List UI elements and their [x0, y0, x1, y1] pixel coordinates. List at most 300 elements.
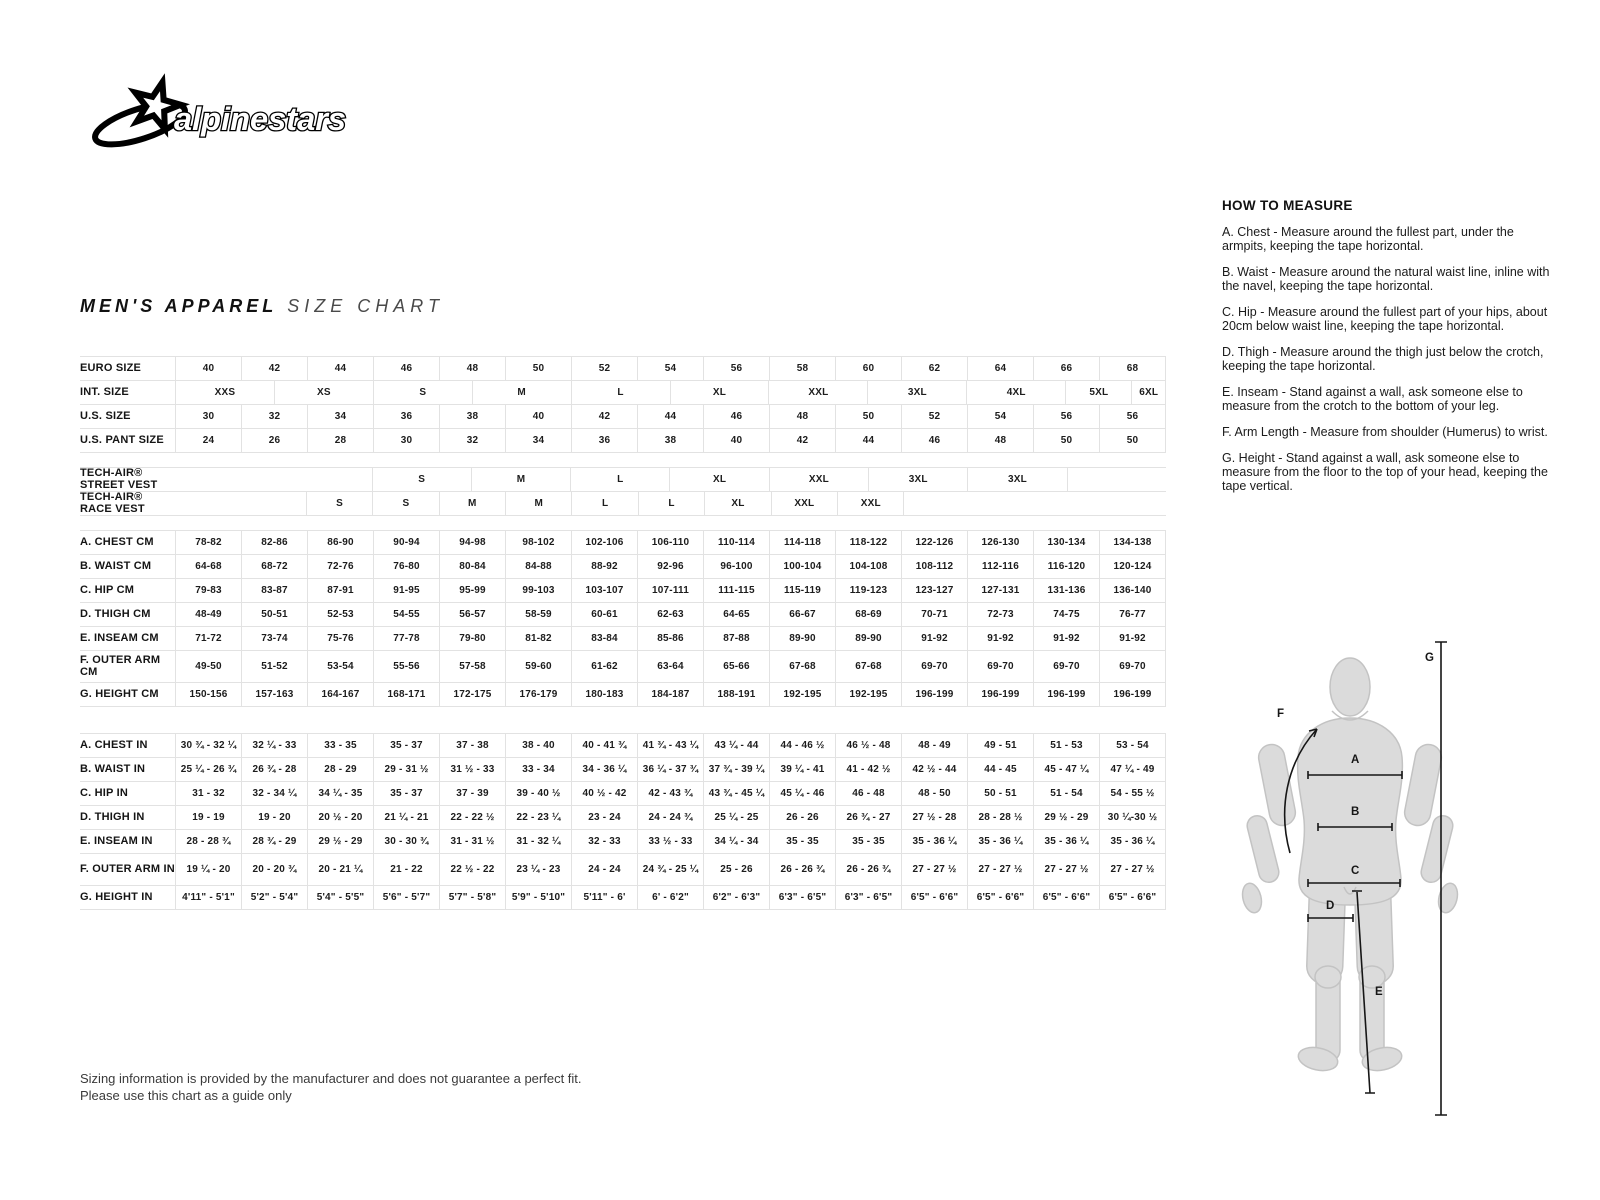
table-cell: 66-67: [770, 603, 836, 626]
table-cell: 184-187: [638, 683, 704, 706]
table-cell: 62-63: [638, 603, 704, 626]
table-cell: 46: [374, 357, 440, 380]
table-cell: 68: [1100, 357, 1166, 380]
table-cell: 30 ¾ - 32 ¼: [175, 734, 242, 757]
table-cell: 60-61: [572, 603, 638, 626]
table-cell: 81-82: [506, 627, 572, 650]
table-cell: 44 - 46 ½: [770, 734, 836, 757]
table-cell: 74-75: [1034, 603, 1100, 626]
table-cell: 41 ¾ - 43 ¼: [638, 734, 704, 757]
footer-disclaimer: [80, 1070, 582, 1104]
table-cell: 58: [770, 357, 836, 380]
measure-instruction-arm: F. Arm Length - Measure from shoulder (Humerus) to wrist.: [1222, 425, 1548, 439]
table-cell: 114-118: [770, 531, 836, 554]
measure-instruction-chest: A. Chest - Measure around the fullest part, under the armpits, keeping the tape horizontal.: [1222, 225, 1514, 253]
table-row: [80, 758, 1166, 782]
table-cell: 53 - 54: [1100, 734, 1166, 757]
table-row: [80, 468, 1166, 492]
table-cell: 68-69: [836, 603, 902, 626]
row-cells: [175, 357, 1166, 380]
table-cell: 48 - 49: [902, 734, 968, 757]
table-cell: 46: [902, 429, 968, 452]
label-waist: B: [1351, 806, 1360, 818]
table-cell: 196-199: [1034, 683, 1100, 706]
table-cell: 37 ¾ - 39 ¼: [704, 758, 770, 781]
table-cell: 150-156: [175, 683, 242, 706]
label-inseam: E: [1375, 986, 1383, 998]
table-cell: 64-65: [704, 603, 770, 626]
table-cell: 5'6" - 5'7": [374, 886, 440, 909]
table-cell: 3XL: [968, 468, 1067, 491]
table-cell: 53-54: [308, 651, 374, 682]
table-cell: 50 - 51: [968, 782, 1034, 805]
table-cell: 25 ¼ - 25: [704, 806, 770, 829]
table-cell: XXL: [772, 492, 838, 515]
table-cell: 72-73: [968, 603, 1034, 626]
table-cell: S: [372, 468, 472, 491]
table-cell: 30: [175, 405, 242, 428]
table-cell: 4XL: [967, 381, 1066, 404]
table-cell: 67-68: [770, 651, 836, 682]
table-cell: 34: [308, 405, 374, 428]
table-cell: 69-70: [902, 651, 968, 682]
table-cell: 35 - 36 ¼: [1034, 830, 1100, 853]
table-cell: 28 ¾ - 29: [242, 830, 308, 853]
table-cell: 46 - 48: [836, 782, 902, 805]
table-cell: 83-84: [572, 627, 638, 650]
table-cell: 33 - 34: [506, 758, 572, 781]
row-cells: [175, 734, 1166, 757]
table-cell: 42 ½ - 44: [902, 758, 968, 781]
alpinestars-logo: [78, 66, 358, 158]
table-cell: 48 - 50: [902, 782, 968, 805]
measure-instruction-height: G. Height - Stand against a wall, ask someone else to measure from the floor to the top of your head, keeping the tape vertical.: [1222, 451, 1548, 493]
table-cell-empty: [904, 492, 1166, 515]
table-section-header: [80, 356, 1166, 453]
table-cell: 32: [242, 405, 308, 428]
table-cell: 51-52: [242, 651, 308, 682]
table-cell: 24: [175, 429, 242, 452]
table-cell: 36: [572, 429, 638, 452]
table-cell: 70-71: [902, 603, 968, 626]
table-cell: 42: [572, 405, 638, 428]
row-cells: [175, 603, 1166, 626]
table-cell: 168-171: [374, 683, 440, 706]
table-cell: 6'3" - 6'5": [836, 886, 902, 909]
table-cell: 38 - 40: [506, 734, 572, 757]
table-row: [80, 806, 1166, 830]
table-cell: 71-72: [175, 627, 242, 650]
table-row: [80, 492, 1166, 516]
table-cell: 59-60: [506, 651, 572, 682]
table-cell: 43 ¼ - 44: [704, 734, 770, 757]
table-cell: 28 - 28 ½: [968, 806, 1034, 829]
table-cell: 25 - 26: [704, 854, 770, 885]
table-cell: 80-84: [440, 555, 506, 578]
table-cell: 42: [242, 357, 308, 380]
table-cell: 4'11" - 5'1": [175, 886, 242, 909]
row-cells: [175, 782, 1166, 805]
table-cell: L: [571, 468, 670, 491]
table-cell: 20 - 21 ¼: [308, 854, 374, 885]
row-cells: [175, 492, 1166, 515]
table-cell: 6'5" - 6'6": [1034, 886, 1100, 909]
row-label: B. WAIST IN: [80, 762, 146, 775]
table-cell: 67-68: [836, 651, 902, 682]
measure-instruction-hip: C. Hip - Measure around the fullest part of your hips, about 20cm below waist line, keeping the tape horizontal.: [1222, 305, 1548, 333]
table-cell: 31 - 32 ¼: [506, 830, 572, 853]
body-silhouette: [1240, 658, 1461, 1074]
table-cell: 112-116: [968, 555, 1034, 578]
table-cell: 54 - 55 ½: [1100, 782, 1166, 805]
table-cell: 90-94: [374, 531, 440, 554]
table-cell: 35 - 35: [836, 830, 902, 853]
table-cell: 20 - 20 ¾: [242, 854, 308, 885]
table-cell: 35 - 36 ¼: [968, 830, 1034, 853]
table-cell: 5'2" - 5'4": [242, 886, 308, 909]
table-cell: 111-115: [704, 579, 770, 602]
table-cell: 87-88: [704, 627, 770, 650]
table-cell: 58-59: [506, 603, 572, 626]
table-row: [80, 381, 1166, 405]
table-cell: 5XL: [1066, 381, 1132, 404]
table-cell: 123-127: [902, 579, 968, 602]
table-cell: 3XL: [868, 381, 967, 404]
row-label: C. HIP CM: [80, 583, 135, 596]
row-cells: [175, 429, 1166, 452]
table-cell: 46: [704, 405, 770, 428]
table-cell: 23 ¼ - 23: [506, 854, 572, 885]
row-label: C. HIP IN: [80, 786, 129, 799]
table-cell: M: [440, 492, 506, 515]
table-cell: 44: [308, 357, 374, 380]
table-cell: 56: [1100, 405, 1166, 428]
table-cell: 116-120: [1034, 555, 1100, 578]
table-cell: 192-195: [770, 683, 836, 706]
table-cell: 28: [308, 429, 374, 452]
table-section-inches: [80, 733, 1166, 910]
table-cell: 28 - 29: [308, 758, 374, 781]
table-cell: 48: [770, 405, 836, 428]
measure-instruction-waist: B. Waist - Measure around the natural waist line, inline with the navel, keeping the tape horizontal.: [1222, 265, 1550, 293]
row-label: B. WAIST CM: [80, 559, 152, 572]
table-cell: 6XL: [1132, 381, 1166, 404]
table-row: [80, 429, 1166, 453]
table-cell: 77-78: [374, 627, 440, 650]
table-cell: 89-90: [836, 627, 902, 650]
table-cell: 26 ¾ - 27: [836, 806, 902, 829]
table-cell: 33 - 35: [308, 734, 374, 757]
table-cell: 66: [1034, 357, 1100, 380]
table-cell: XL: [705, 492, 771, 515]
table-cell: 73-74: [242, 627, 308, 650]
table-cell: 44: [638, 405, 704, 428]
row-label: G. HEIGHT CM: [80, 687, 159, 700]
table-cell: 48: [440, 357, 506, 380]
table-cell: 23 - 24: [572, 806, 638, 829]
table-cell: 57-58: [440, 651, 506, 682]
table-cell: 32 - 34 ¼: [242, 782, 308, 805]
table-row: [80, 734, 1166, 758]
table-cell: 172-175: [440, 683, 506, 706]
table-cell: 36 ¼ - 37 ¾: [638, 758, 704, 781]
row-label: G. HEIGHT IN: [80, 890, 153, 903]
label-thigh: D: [1326, 900, 1335, 912]
table-cell: 196-199: [902, 683, 968, 706]
body-measurement-diagram: [1220, 615, 1560, 1145]
row-cells: [175, 651, 1166, 682]
table-cell: 29 ½ - 29: [308, 830, 374, 853]
table-cell: 31 - 31 ½: [440, 830, 506, 853]
table-cell: 35 - 36 ¼: [1100, 830, 1166, 853]
table-cell: 42 - 43 ¾: [638, 782, 704, 805]
table-cell: 6'5" - 6'6": [902, 886, 968, 909]
table-cell: 26 ¾ - 28: [242, 758, 308, 781]
table-cell: 69-70: [968, 651, 1034, 682]
table-cell: 54: [968, 405, 1034, 428]
row-label: U.S. SIZE: [80, 409, 131, 422]
row-label: E. INSEAM IN: [80, 834, 153, 847]
table-cell: 28 - 28 ¾: [175, 830, 242, 853]
table-cell: M: [506, 492, 572, 515]
table-cell: 3XL: [869, 468, 968, 491]
table-cell: 50-51: [242, 603, 308, 626]
footer-line2: Please use this chart as a guide only: [80, 1088, 292, 1103]
table-cell: 130-134: [1034, 531, 1100, 554]
table-cell: 84-88: [506, 555, 572, 578]
table-cell: 19 - 20: [242, 806, 308, 829]
row-label: D. THIGH CM: [80, 607, 151, 620]
table-cell: 50: [506, 357, 572, 380]
table-cell: 44: [836, 429, 902, 452]
table-cell: 35 - 37: [374, 734, 440, 757]
table-cell: 134-138: [1100, 531, 1166, 554]
table-cell: 49-50: [175, 651, 242, 682]
table-cell: 91-92: [1100, 627, 1166, 650]
table-cell: 30 ¼-30 ½: [1100, 806, 1166, 829]
table-cell: 5'11" - 6': [572, 886, 638, 909]
table-cell: 63-64: [638, 651, 704, 682]
row-label: TECH-AIR® RACE VEST: [80, 490, 145, 515]
table-cell: 26 - 26 ¾: [836, 854, 902, 885]
table-section-cm: [80, 530, 1166, 707]
table-cell: 32: [440, 429, 506, 452]
table-cell: 26: [242, 429, 308, 452]
table-cell: 21 - 22: [374, 854, 440, 885]
row-label: A. CHEST IN: [80, 738, 148, 751]
row-label: EURO SIZE: [80, 361, 142, 374]
table-cell: 79-83: [175, 579, 242, 602]
table-cell: XL: [670, 468, 769, 491]
table-cell: 31 ½ - 33: [440, 758, 506, 781]
table-cell: 45 ¼ - 46: [770, 782, 836, 805]
table-cell: 35 - 36 ¼: [902, 830, 968, 853]
table-cell: 108-112: [902, 555, 968, 578]
table-cell: 25 ¼ - 26 ¾: [175, 758, 242, 781]
table-row: [80, 683, 1166, 707]
table-cell: 32 ¼ - 33: [242, 734, 308, 757]
row-cells: [175, 854, 1166, 885]
table-cell: 126-130: [968, 531, 1034, 554]
table-cell: 83-87: [242, 579, 308, 602]
row-label: A. CHEST CM: [80, 535, 154, 548]
table-cell: 52: [572, 357, 638, 380]
table-cell: 6' - 6'2": [638, 886, 704, 909]
row-cells: [175, 555, 1166, 578]
table-cell: 196-199: [1100, 683, 1166, 706]
table-cell: 54-55: [374, 603, 440, 626]
table-cell: 65-66: [704, 651, 770, 682]
table-cell: 36: [374, 405, 440, 428]
page-title: [80, 296, 444, 317]
table-cell: 75-76: [308, 627, 374, 650]
table-cell: 39 ¼ - 41: [770, 758, 836, 781]
table-cell: 72-76: [308, 555, 374, 578]
table-cell: 102-106: [572, 531, 638, 554]
table-cell: 64-68: [175, 555, 242, 578]
footer-line1: Sizing information is provided by the manufacturer and does not guarantee a perfect fit.: [80, 1071, 582, 1086]
how-to-measure-panel: [1222, 198, 1557, 493]
table-cell: 5'9" - 5'10": [506, 886, 572, 909]
table-cell: 131-136: [1034, 579, 1100, 602]
table-cell: 22 ½ - 22: [440, 854, 506, 885]
table-cell: 52: [902, 405, 968, 428]
table-cell: 27 ½ - 28: [902, 806, 968, 829]
table-cell: 40: [175, 357, 242, 380]
table-cell: 110-114: [704, 531, 770, 554]
table-row: [80, 357, 1166, 381]
table-cell: 40 - 41 ¾: [572, 734, 638, 757]
table-cell: 50: [1034, 429, 1100, 452]
table-cell: 64: [968, 357, 1034, 380]
table-cell: 96-100: [704, 555, 770, 578]
table-cell: 176-179: [506, 683, 572, 706]
table-cell: 69-70: [1100, 651, 1166, 682]
table-cell: 56-57: [440, 603, 506, 626]
table-cell: 27 - 27 ½: [902, 854, 968, 885]
table-cell: 27 - 27 ½: [968, 854, 1034, 885]
table-cell: S: [306, 492, 373, 515]
table-cell: 39 - 40 ½: [506, 782, 572, 805]
row-label: F. OUTER ARM CM: [80, 653, 161, 678]
table-cell: 38: [440, 405, 506, 428]
table-cell: 44 - 45: [968, 758, 1034, 781]
table-row: [80, 531, 1166, 555]
table-cell: L: [639, 492, 705, 515]
table-cell: 76-80: [374, 555, 440, 578]
table-cell: 76-77: [1100, 603, 1166, 626]
page-title-primary: MEN'S APPAREL: [80, 296, 278, 316]
table-cell: 122-126: [902, 531, 968, 554]
table-cell: XXL: [838, 492, 904, 515]
table-cell: 136-140: [1100, 579, 1166, 602]
table-cell: 127-131: [968, 579, 1034, 602]
table-cell: 34: [506, 429, 572, 452]
table-cell: 104-108: [836, 555, 902, 578]
label-hip: C: [1351, 865, 1360, 877]
table-cell: 103-107: [572, 579, 638, 602]
table-cell: 50: [1100, 429, 1166, 452]
table-cell: 6'5" - 6'6": [968, 886, 1034, 909]
measure-instruction-inseam: E. Inseam - Stand against a wall, ask someone else to measure from the crotch to the bottom of your leg.: [1222, 385, 1523, 413]
row-cells: [175, 381, 1166, 404]
table-cell: 42: [770, 429, 836, 452]
table-cell: 49 - 51: [968, 734, 1034, 757]
table-cell: 86-90: [308, 531, 374, 554]
row-cells: [175, 627, 1166, 650]
table-cell: 119-123: [836, 579, 902, 602]
table-row: [80, 782, 1166, 806]
table-cell: 164-167: [308, 683, 374, 706]
table-row: [80, 651, 1166, 683]
table-cell: 89-90: [770, 627, 836, 650]
table-cell: 24 ¾ - 25 ¼: [638, 854, 704, 885]
table-cell: 22 - 22 ½: [440, 806, 506, 829]
table-cell: 51 - 54: [1034, 782, 1100, 805]
table-cell: L: [572, 492, 638, 515]
table-cell: 29 - 31 ½: [374, 758, 440, 781]
row-cells: [175, 405, 1166, 428]
table-cell: 180-183: [572, 683, 638, 706]
row-label: U.S. PANT SIZE: [80, 433, 164, 446]
how-to-measure-heading: HOW TO MEASURE: [1222, 198, 1353, 213]
table-cell: 95-99: [440, 579, 506, 602]
table-cell: 29 ½ - 29: [1034, 806, 1100, 829]
table-cell: 99-103: [506, 579, 572, 602]
label-height: G: [1425, 652, 1434, 664]
table-cell: 52-53: [308, 603, 374, 626]
table-cell: 47 ¼ - 49: [1100, 758, 1166, 781]
table-cell: S: [374, 381, 473, 404]
table-cell: 87-91: [308, 579, 374, 602]
row-label: E. INSEAM CM: [80, 631, 159, 644]
table-cell-empty: [175, 492, 306, 515]
row-cells: [175, 806, 1166, 829]
table-cell: 26 - 26 ¾: [770, 854, 836, 885]
size-table: [80, 356, 1166, 910]
table-cell: 120-124: [1100, 555, 1166, 578]
table-cell: 188-191: [704, 683, 770, 706]
table-cell: 35 - 37: [374, 782, 440, 805]
table-cell: 98-102: [506, 531, 572, 554]
table-cell: 60: [836, 357, 902, 380]
table-cell: 40 ½ - 42: [572, 782, 638, 805]
table-cell: 157-163: [242, 683, 308, 706]
table-cell: 115-119: [770, 579, 836, 602]
table-cell: 6'5" - 6'6": [1100, 886, 1166, 909]
table-row: [80, 830, 1166, 854]
table-cell: 27 - 27 ½: [1034, 854, 1100, 885]
table-row: [80, 555, 1166, 579]
table-cell: 24 - 24: [572, 854, 638, 885]
table-cell: 79-80: [440, 627, 506, 650]
row-cells: [175, 830, 1166, 853]
table-cell: 35 - 35: [770, 830, 836, 853]
table-cell: 6'2" - 6'3": [704, 886, 770, 909]
table-row: [80, 579, 1166, 603]
table-cell: 69-70: [1034, 651, 1100, 682]
table-cell: 40: [506, 405, 572, 428]
table-cell: 85-86: [638, 627, 704, 650]
table-row: [80, 603, 1166, 627]
table-cell: 61-62: [572, 651, 638, 682]
table-cell: 82-86: [242, 531, 308, 554]
row-cells: [175, 468, 1166, 491]
table-cell: 19 ¼ - 20: [175, 854, 242, 885]
table-cell: 24 - 24 ¾: [638, 806, 704, 829]
table-cell: 6'3" - 6'5": [770, 886, 836, 909]
table-cell: XS: [275, 381, 374, 404]
